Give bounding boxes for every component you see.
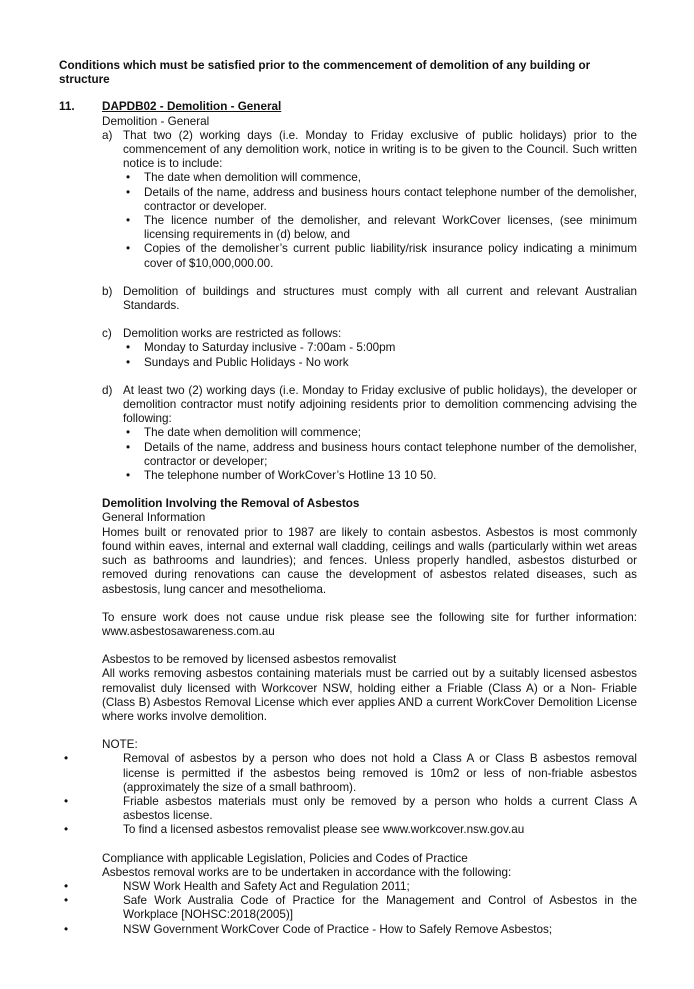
condition-body [102,115,637,739]
note-label: NOTE: [102,738,138,752]
item-b-letter: b) [102,284,113,298]
list-item-text: The date when demolition will commence; [144,426,361,440]
general-info-heading: General Information [102,511,206,525]
list-item [123,214,637,242]
list-item [123,426,637,440]
list-item-text: Details of the name, address and business hours contact telephone number of the demolisher, contractor or developer. [144,185,637,213]
item-c [102,327,637,370]
item-c-letter: c) [102,327,112,341]
condition-subtitle: Demolition - General [102,114,210,128]
bullet-icon: • [126,341,131,355]
bullet-icon: • [126,440,131,454]
item-b-text: Demolition of buildings and structures must comply with all current and relevant Australian Standards. [123,284,637,313]
list-item-text: Sundays and Public Holidays - No work [144,355,349,369]
condition-title: DAPDB02 - Demolition - General [102,100,282,114]
note-list [64,752,637,837]
item-d-text: At least two (2) working days (i.e. Monday to Friday exclusive of public holidays), the developer or demolition contractor must notify adjoining residents prior to demolition commencing advising the following: [123,383,637,426]
list-item [123,341,637,355]
list-item-text: The date when demolition will commence, [144,171,361,185]
item-b [102,285,637,313]
list-item [123,242,637,270]
list-item-text: Details of the name, address and business hours contact telephone number of the demolisher, contractor or developer; [144,440,637,468]
list-item [123,441,637,469]
bullet-icon: • [126,469,131,483]
bullet-icon: • [64,894,69,908]
list-item-text: Removal of asbestos by a person who does not hold a Class A or Class B asbestos removal license is permitted if the asbestos being removed is 10m2 or less of non-friable asbestos (approximately the size of a small bathroom). [123,752,637,794]
item-a [102,129,637,271]
compliance-list [64,879,637,937]
list-item [59,894,637,922]
compliance-text: Asbestos removal works are to be undertaken in accordance with the following: [102,865,512,879]
condition-11 [59,100,637,936]
bullet-icon: • [64,752,69,766]
list-item-text: Safe Work Australia Code of Practice for the Management and Control of Asbestos in the Workplace [NOHSC:2018(2005)] [123,894,637,922]
condition-number: 11. [59,100,75,114]
bullet-icon: • [64,823,69,837]
list-item [59,880,637,894]
list-item [123,186,637,214]
item-d [102,384,637,483]
compliance-heading: Compliance with applicable Legislation, Policies and Codes of Practice [102,851,468,865]
note-label-wrap [102,738,637,752]
list-item-text: NSW Government WorkCover Code of Practice - How to Safely Remove Asbestos; [123,922,553,936]
list-item-text: To find a licensed asbestos removalist please see www.workcover.nsw.gov.au [123,823,525,837]
bullet-icon: • [126,242,131,256]
bullet-icon: • [126,426,131,440]
list-item [123,171,637,185]
item-d-letter: d) [102,383,113,397]
bullet-icon: • [126,171,131,185]
bullet-icon: • [126,214,131,228]
list-item-text: The licence number of the demolisher, and relevant WorkCover licenses, (see minimum licensing requirements in (d) below, and [144,214,637,242]
list-item [123,469,637,483]
list-item [59,795,637,823]
item-a-text: That two (2) working days (i.e. Monday to Friday exclusive of public holidays) prior to the commencement of any demolition work, notice in writing is to be given to the Council. Such written notice is to include: [123,128,637,171]
bullet-icon: • [64,879,69,893]
list-item-text: Friable asbestos materials must only be removed by a person who holds a current Class A asbestos license. [123,794,637,823]
list-item [59,752,637,795]
page-heading: Conditions which must be satisfied prior to the commencement of demolition of any building or structure [59,59,591,87]
compliance-section [102,852,637,880]
list-item [59,923,637,937]
general-info-text: Homes built or renovated prior to 1987 are likely to contain asbestos. Asbestos is most commonly found within eaves, internal and external wall cladding, ceilings and walls (particularly within wet areas such as bathrooms and laundries); and fences. Unless properly handled, asbestos disturbed or removed during renovations can cause the development of asbestos related diseases, such as asbestosis, lung cancer and mesothelioma. [102,525,637,596]
bullet-icon: • [64,794,69,808]
document-page [59,59,637,937]
removalist-text: All works removing asbestos containing materials must be carried out by a suitably licensed asbestos removalist duly licensed with Workcover NSW, holding either a Friable (Class A) or a Non- Friable (Class B) Asbestos Removal License which ever applies AND a current WorkCover Demolition License where works involve demolition. [102,667,637,723]
asbestos-title: Demolition Involving the Removal of Asbestos [102,497,360,511]
bullet-icon: • [126,355,131,369]
list-item [123,356,637,370]
list-item-text: The telephone number of WorkCover’s Hotline 13 10 50. [144,469,437,483]
list-item-text: Monday to Saturday inclusive - 7:00am - 5:00pm [144,341,396,355]
bullet-icon: • [64,922,69,936]
bullet-icon: • [126,185,131,199]
list-item [59,823,637,837]
ensure-work-text: To ensure work does not cause undue risk please see the following site for further information: www.asbestosawareness.com.au [102,610,637,638]
removalist-heading: Asbestos to be removed by licensed asbestos removalist [102,653,397,667]
item-c-text: Demolition works are restricted as follows: [123,327,342,341]
list-item-text: Copies of the demolisher’s current public liability/risk insurance policy indicating a minimum cover of $10,000,000.00. [144,242,637,270]
list-item-text: NSW Work Health and Safety Act and Regulation 2011; [123,879,410,893]
item-a-letter: a) [102,128,113,142]
